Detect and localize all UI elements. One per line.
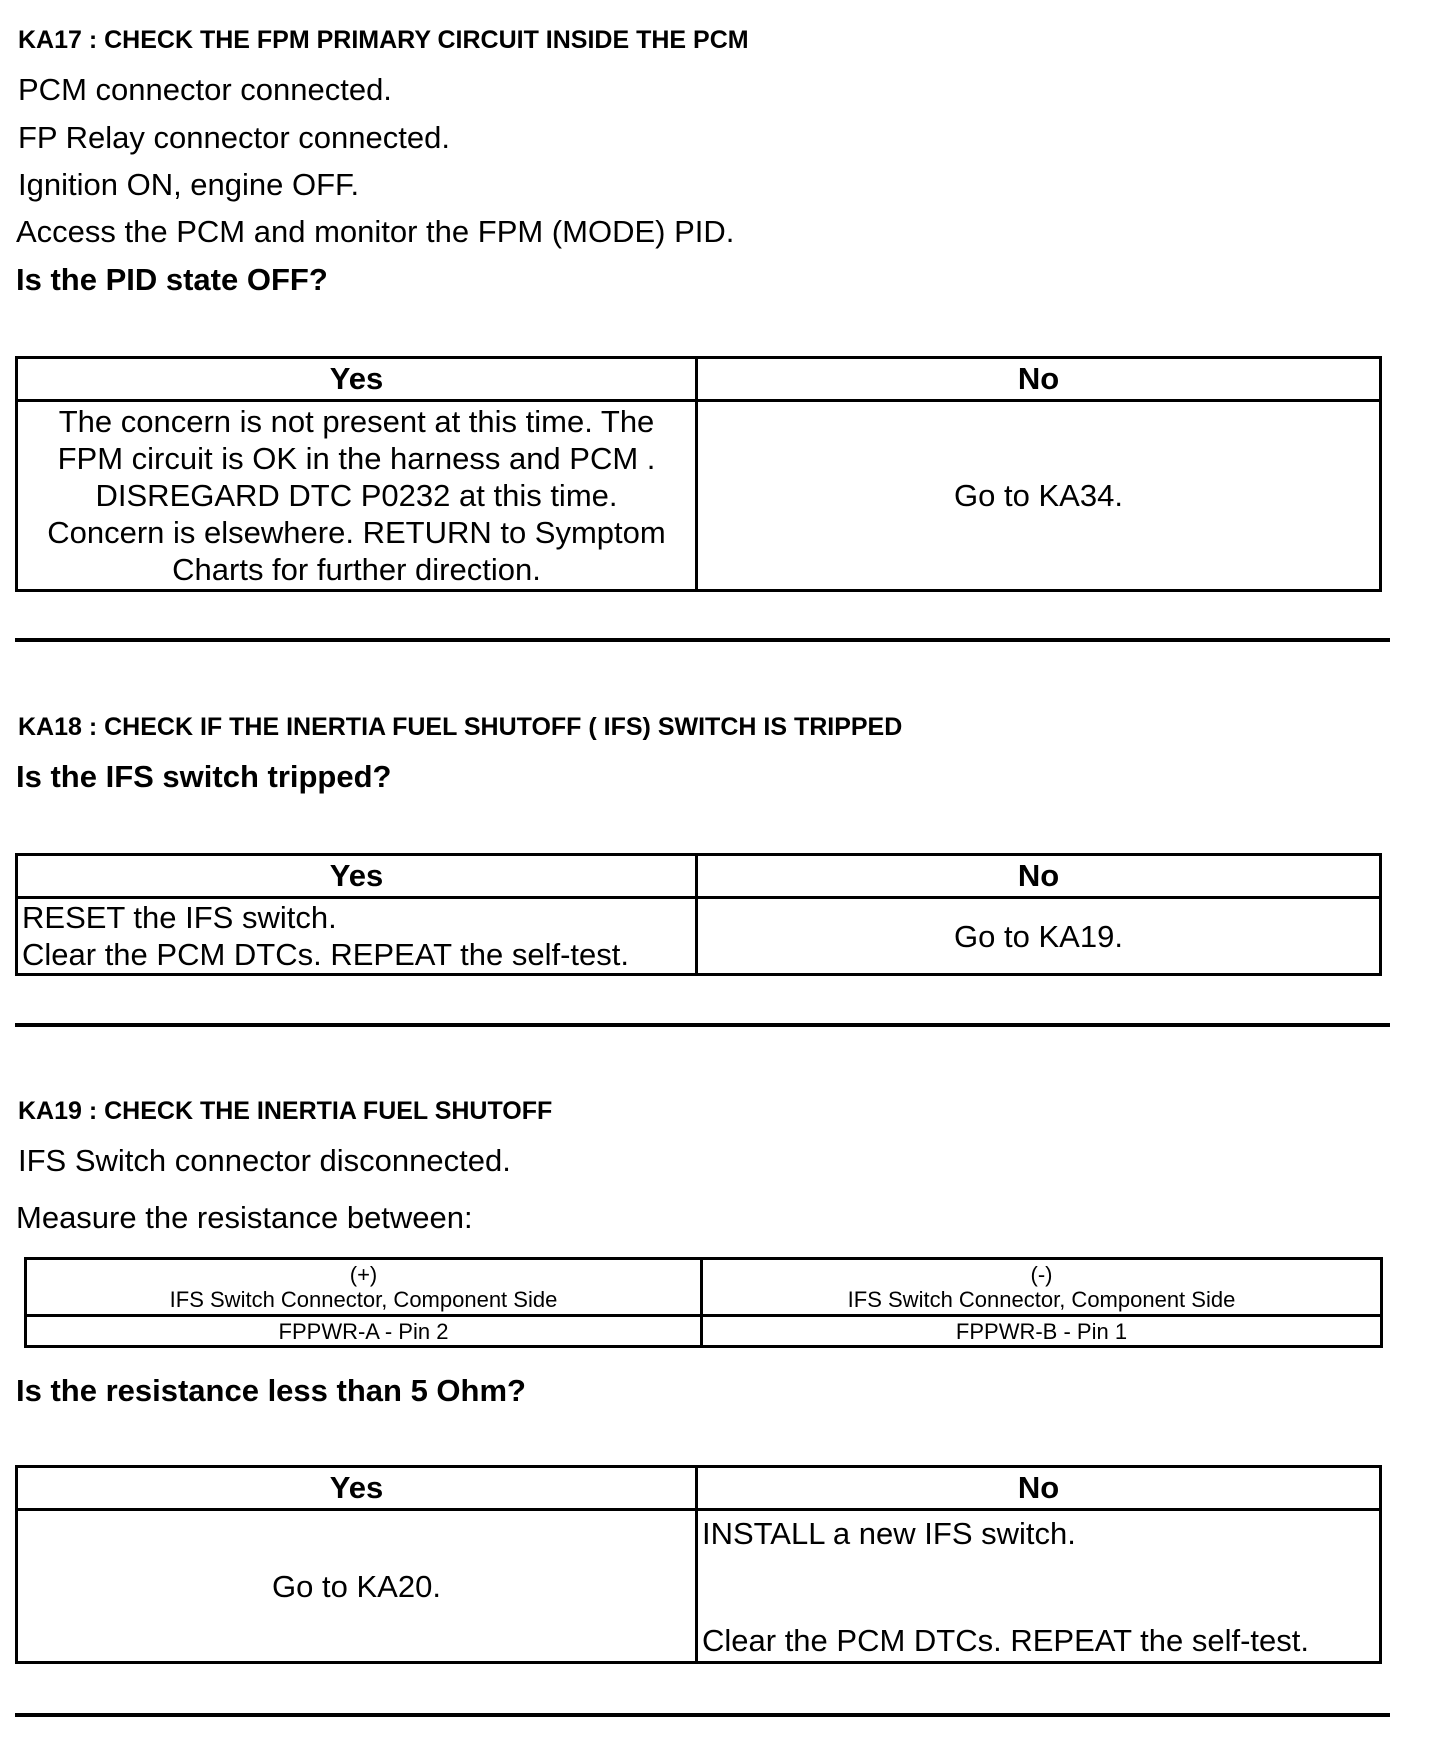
ka19-no-line-1: INSTALL a new IFS switch. [702, 1516, 1076, 1551]
ka18-no-header: No [697, 855, 1381, 898]
ka17-yes-header: Yes [17, 358, 697, 401]
negative-label: IFS Switch Connector, Component Side [847, 1287, 1236, 1312]
ka19-result-table [15, 1465, 1382, 1664]
positive-sign: (+) [349, 1262, 378, 1287]
measure-positive-header [26, 1259, 702, 1316]
ka17-yes-line-4: Concern is elsewhere. RETURN to Symptom [47, 515, 666, 550]
ka18-yes-line-2: Clear the PCM DTCs. REPEAT the self-test. [22, 937, 629, 972]
ka17-no-header: No [697, 358, 1381, 401]
ka17-no-cell: Go to KA34. [697, 401, 1381, 591]
ka18-no-cell: Go to KA19. [697, 898, 1381, 975]
ka17-yes-cell [17, 401, 697, 591]
measure-negative-header [702, 1259, 1382, 1316]
ka19-no-header: No [697, 1467, 1381, 1510]
ka19-step-1: IFS Switch connector disconnected. [18, 1143, 511, 1178]
ka18-yes-line-1: RESET the IFS switch. [22, 900, 337, 935]
ka17-step-2: FP Relay connector connected. [18, 120, 450, 155]
ka17-step-4: Access the PCM and monitor the FPM (MODE) PID. [16, 214, 735, 249]
negative-pin-value: FPPWR-B - Pin 1 [702, 1316, 1382, 1347]
ka19-question: Is the resistance less than 5 Ohm? [16, 1373, 526, 1408]
ka17-divider [15, 638, 1390, 642]
ka17-result-table [15, 356, 1382, 592]
ka19-step-2: Measure the resistance between: [16, 1200, 473, 1235]
ka17-yes-line-1: The concern is not present at this time. The [58, 404, 655, 439]
ka17-yes-line-3: DISREGARD DTC P0232 at this time. [95, 478, 618, 513]
negative-sign: (-) [1030, 1262, 1053, 1287]
ka18-question: Is the IFS switch tripped? [16, 759, 392, 794]
ka17-step-1: PCM connector connected. [18, 72, 392, 107]
ka19-measure-table [24, 1257, 1383, 1348]
ka17-question: Is the PID state OFF? [16, 262, 328, 297]
ka17-heading: KA17 : CHECK THE FPM PRIMARY CIRCUIT INSIDE THE PCM [18, 26, 749, 54]
ka17-yes-line-5: Charts for further direction. [172, 552, 541, 587]
ka18-result-table [15, 853, 1382, 976]
ka19-yes-header: Yes [17, 1467, 697, 1510]
ka18-yes-cell [17, 898, 697, 975]
ka17-step-3: Ignition ON, engine OFF. [18, 167, 360, 202]
ka19-yes-cell: Go to KA20. [17, 1510, 697, 1663]
positive-pin-value: FPPWR-A - Pin 2 [26, 1316, 702, 1347]
ka17-yes-line-2: FPM circuit is OK in the harness and PCM . [57, 441, 656, 476]
ka18-divider [15, 1023, 1390, 1027]
ka19-no-line-2: Clear the PCM DTCs. REPEAT the self-test. [702, 1623, 1309, 1658]
ka18-heading: KA18 : CHECK IF THE INERTIA FUEL SHUTOFF ( IFS) SWITCH IS TRIPPED [18, 713, 903, 741]
ka19-heading: KA19 : CHECK THE INERTIA FUEL SHUTOFF [18, 1097, 553, 1125]
ka19-divider [15, 1713, 1390, 1717]
ka19-no-cell [697, 1510, 1381, 1663]
ka18-yes-header: Yes [17, 855, 697, 898]
positive-label: IFS Switch Connector, Component Side [169, 1287, 558, 1312]
